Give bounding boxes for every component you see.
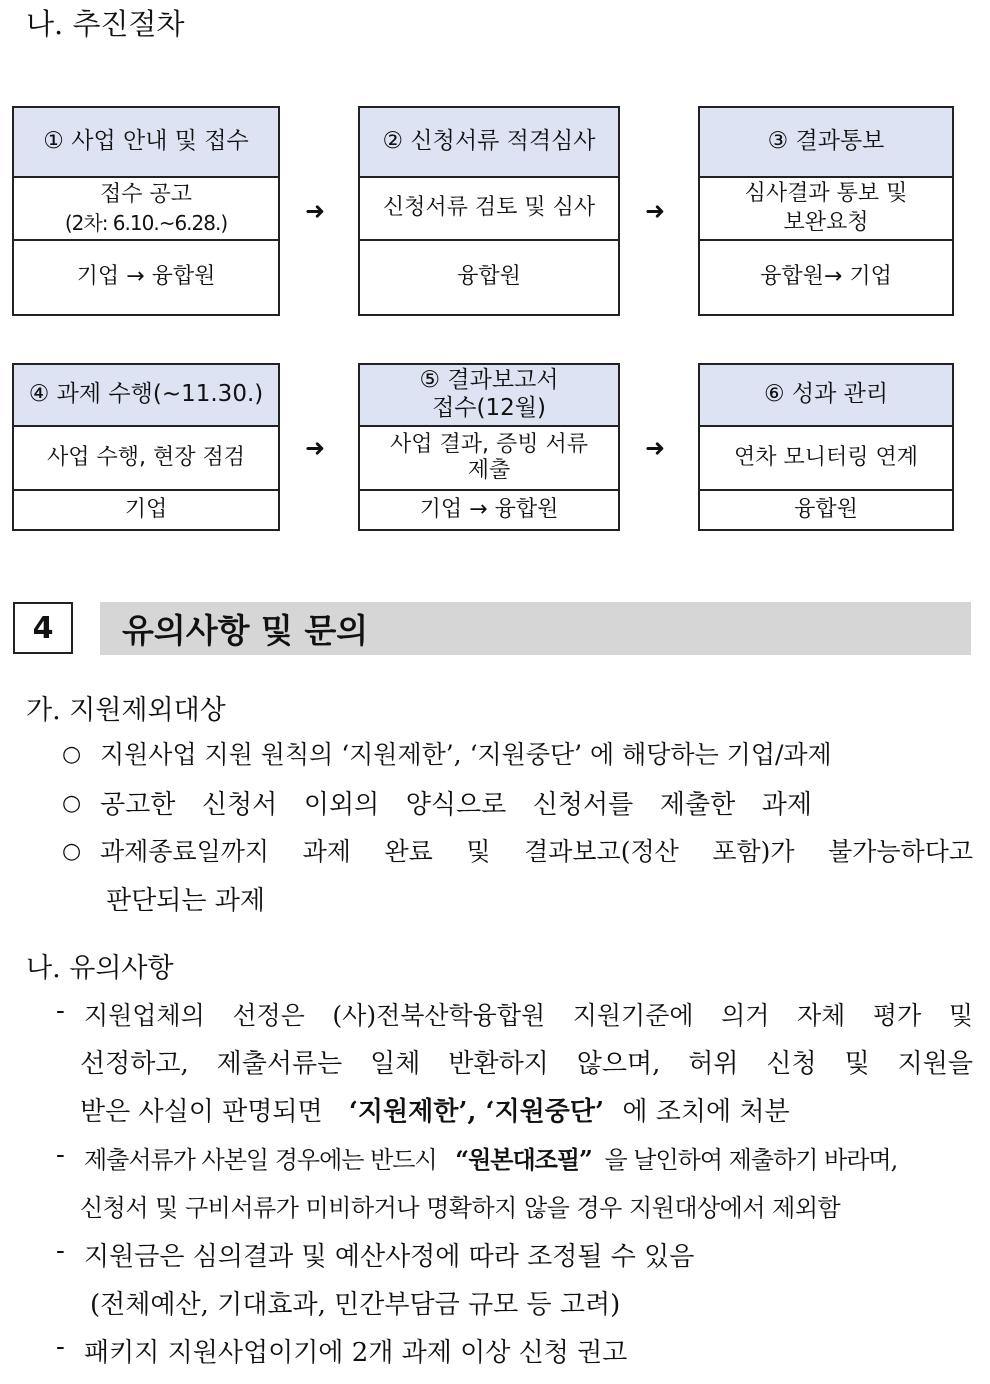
step-5-task (360, 425, 618, 489)
step-1-title: ① 사업 안내 및 접수 (14, 108, 278, 176)
step-3-task-line2: 보완요청 (783, 209, 869, 235)
note-1-line-2: 선정하고, 제출서류는 일체 반환하지 않으며, 허위 신청 및 지원을 (80, 1049, 973, 1079)
section-title: 유의사항 및 문의 (100, 602, 971, 655)
step-1-task (14, 176, 278, 239)
exclusion-item-1: 지원사업 지원 원칙의 ‘지원제한’, ‘지원중단’ 에 해당하는 기업/과제 (100, 740, 832, 769)
note-1-line-3 (80, 1091, 790, 1128)
step-3-task-line1: 심사결과 통보 및 (744, 180, 908, 206)
step-4-box (12, 363, 280, 531)
step-6-task: 연차 모니터링 연계 (700, 425, 952, 489)
dash-icon: - (56, 996, 65, 1026)
flow-arrow-icon: ➜ (305, 434, 326, 462)
step-2-box (358, 106, 620, 316)
bullet-icon: ○ (62, 839, 82, 864)
note-2-line-1a: 제출서류가 사본일 경우에는 반드시 (84, 1146, 437, 1174)
step-5-actor: 기업 → 융합원 (360, 489, 618, 529)
exclusion-item-2: 공고한 신청서 이외의 양식으로 신청서를 제출한 과제 (100, 790, 812, 820)
bullet-icon: ○ (62, 742, 82, 767)
flow-arrow-icon: ➜ (305, 197, 326, 225)
dash-icon: - (56, 1236, 65, 1266)
flow-arrow-icon: ➜ (645, 434, 666, 462)
exclusion-item-3: 과제종료일까지 과제 완료 및 결과보고(정산 포함)가 불가능하다고 (100, 837, 973, 866)
step-3-box (698, 106, 954, 316)
note-1-emphasis: ‘지원제한’, ‘지원중단’ (348, 1097, 605, 1127)
step-1-actor: 기업 → 융합원 (14, 239, 278, 314)
step-5-title-line1: ⑤ 결과보고서 (419, 367, 559, 394)
step-2-task: 신청서류 검토 및 심사 (360, 176, 618, 239)
step-5-title (360, 365, 618, 425)
note-3-line-2: (전체예산, 기대효과, 민간부담금 규모 등 고려) (90, 1290, 621, 1320)
process-heading: 나. 추진절차 (26, 7, 185, 41)
exclusion-item-3-cont: 판단되는 과제 (106, 886, 265, 916)
bullet-icon: ○ (62, 791, 82, 816)
note-1-line-1: 지원업체의 선정은 (사)전북산학융합원 지원기준에 의거 자체 평가 및 (84, 1001, 973, 1030)
note-2-line-1 (84, 1140, 897, 1175)
step-3-title: ③ 결과통보 (700, 108, 952, 176)
step-6-box (698, 363, 954, 531)
step-1-task-line2: (2차: 6.10.~6.28.) (64, 210, 228, 235)
step-3-actor: 융합원→ 기업 (700, 239, 952, 314)
note-1-line-3c: 에 조치에 처분 (622, 1097, 790, 1127)
dash-icon: - (56, 1332, 65, 1362)
step-5-title-line2: 접수(12월) (432, 395, 546, 421)
section-number: 4 (13, 602, 73, 654)
note-2-line-2: 신청서 및 구비서류가 미비하거나 명확하지 않을 경우 지원대상에서 제외함 (80, 1194, 841, 1222)
step-2-actor: 융합원 (360, 239, 618, 314)
note-1-line-3a: 받은 사실이 판명되면 (80, 1097, 323, 1127)
step-1-task-line1: 접수 공고 (99, 182, 192, 208)
note-3-line-1: 지원금은 심의결과 및 예산사정에 따라 조정될 수 있음 (84, 1242, 695, 1272)
note-4-line-1: 패키지 지원사업이기에 2개 과제 이상 신청 권고 (84, 1338, 628, 1368)
step-1-box (12, 106, 280, 316)
step-5-box (358, 363, 620, 531)
step-4-task: 사업 수행, 현장 점검 (14, 425, 278, 489)
step-5-task-line1: 사업 결과, 증빙 서류 (390, 431, 588, 457)
step-2-title: ② 신청서류 적격심사 (360, 108, 618, 176)
note-2-line-1c: 을 날인하여 제출하기 바라며, (604, 1146, 898, 1174)
flow-arrow-icon: ➜ (645, 197, 666, 225)
notes-heading: 나. 유의사항 (26, 953, 174, 984)
step-5-task-line2: 제출 (467, 458, 511, 483)
step-6-actor: 융합원 (700, 489, 952, 529)
step-4-title: ④ 과제 수행(~11.30.) (14, 365, 278, 425)
dash-icon: - (56, 1140, 65, 1170)
step-6-title: ⑥ 성과 관리 (700, 365, 952, 425)
note-2-emphasis: “원본대조필” (455, 1145, 592, 1174)
exclusion-heading: 가. 지원제외대상 (26, 695, 226, 726)
step-4-actor: 기업 (14, 489, 278, 529)
step-3-task (700, 176, 952, 239)
